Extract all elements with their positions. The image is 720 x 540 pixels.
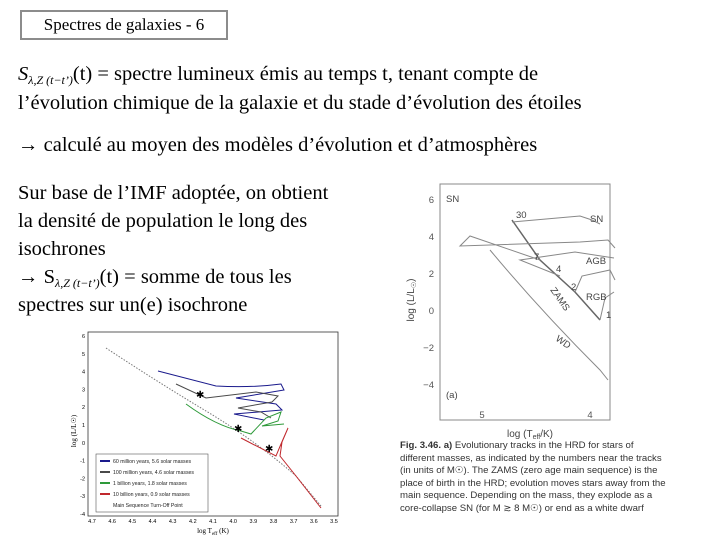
isochrone-legend (96, 454, 208, 512)
legend-entry: 60 million years, 5.6 solar masses (113, 459, 192, 465)
isochrone-x-tick: 3.7 (289, 519, 298, 525)
label-rgb: RGB (586, 292, 607, 303)
flux-subscript: λ,Z (t−t’) (28, 73, 73, 87)
isochrone-x-tick: 3.8 (269, 519, 278, 525)
isochrone-x-tick: 4.1 (209, 519, 217, 525)
flux-symbol: S (18, 63, 29, 85)
turnoff-marker-1: ✱ (196, 390, 205, 401)
isochrone-x-ticks (88, 519, 338, 525)
isochrone-y-tick: 0 (81, 440, 85, 447)
isochrone-y-tick: -2 (80, 476, 85, 483)
isochrone-x-tick: 3.9 (249, 519, 258, 525)
method-line: → calculé au moyen des modèles d’évolution et d’atmosphères (18, 134, 538, 156)
body-line-3: isochrones (18, 238, 106, 260)
isochrone-y-label: log (L/L☉) (70, 414, 78, 448)
label-mass-1: 1 (606, 310, 612, 321)
label-mass-7: 7 (534, 252, 540, 263)
hrd-y-tick: −2 (423, 343, 434, 354)
slide-title: Spectres de galaxies - 6 (20, 10, 228, 40)
isochrone-x-tick: 3.5 (330, 519, 338, 525)
isochrone-x-label: $\log T_{eff}$ (K) (197, 527, 229, 536)
definition-line-2: l’évolution chimique de la galaxie et du stade d’évolution des étoiles (18, 92, 582, 114)
label-sn-top: SN (446, 194, 460, 205)
label-mass-4: 4 (556, 264, 562, 275)
label-panel-a: (a) (446, 390, 458, 401)
isochrone-y-tick: -4 (80, 512, 85, 518)
hrd-y-tick: −4 (423, 380, 434, 391)
caption-lead: Fig. 3.46. a) (400, 440, 453, 451)
isochrone-y-tick: -3 (80, 494, 85, 501)
isochrone-y-tick: 5 (81, 351, 85, 358)
isochrone-x-tick: 4.4 (148, 519, 157, 525)
isochrone-x-tick: 4.3 (168, 519, 177, 525)
hrd-y-tick: 4 (428, 232, 434, 243)
hrd-figure (400, 180, 620, 440)
caption-text: Evolutionary tracks in the HRD for stars of different masses, as indicated by the numbers near the tracks (in units of M☉). The ZAMS (zero age main sequence) is the place of birth in the HRD; evolution moves stars away from the main sequence. Depending on the mass, they explode as a core-collapse SN (for M ≳ 8 M☉) or end as a white dwarf (400, 440, 666, 514)
turnoff-marker-2: ✱ (234, 424, 243, 435)
body-line-1: Sur base de l’IMF adoptée, on obtient (18, 182, 329, 204)
sum-subscript: λ,Z (t−t’) (55, 276, 100, 290)
isochrone-y-tick: 4 (81, 369, 85, 376)
isochrone-y-tick: 1 (81, 423, 85, 429)
sum-text: (t) = somme de tous les (99, 266, 292, 288)
isochrone-x-tick: 4.7 (88, 519, 96, 525)
hrd-caption (400, 440, 670, 515)
label-zams: ZAMS (547, 285, 572, 314)
hrd-y-ticks (423, 195, 434, 391)
hrd-x-tick: 4 (587, 410, 593, 421)
body-line-2: la densité de population le long des (18, 210, 308, 232)
legend-entry: 1 billion years, 1.8 solar masses (113, 481, 187, 487)
legend-entry: 10 billion years, 0.9 solar masses (113, 492, 190, 498)
hrd-y-tick: 0 (428, 306, 434, 317)
label-mass-2: 2 (571, 282, 577, 293)
hrd-x-tick: 5 (479, 410, 485, 421)
legend-entry: 100 million years, 4.6 solar masses (113, 470, 195, 476)
label-agb: AGB (586, 256, 607, 267)
hrd-y-label: $\log (L/L_☉)$ (406, 278, 418, 322)
isochrone-y-tick: 2 (81, 405, 85, 412)
isochrone-y-tick: 3 (81, 387, 85, 394)
isochrone-x-tick: 4.6 (108, 519, 116, 525)
turnoff-marker-3: ✱ (265, 444, 274, 455)
isochrone-x-tick: 3.6 (310, 519, 318, 525)
isochrone-x-tick: 4.5 (128, 519, 137, 525)
sum-line-2: spectres sur un(e) isochrone (18, 294, 248, 316)
isochrone-y-ticks (80, 334, 85, 518)
label-wd: WD (553, 333, 573, 352)
label-sn-mid: SN (590, 214, 604, 225)
sum-arrow-symbol: → S (18, 266, 56, 288)
isochrone-y-tick: -1 (80, 458, 85, 465)
label-mass-30: 30 (516, 210, 527, 221)
isochrone-y-tick: 6 (81, 334, 85, 340)
legend-entry: Main Sequence Turn-Off Point (113, 503, 183, 509)
hrd-x-label: $\log (T_{eff}/K)$ (507, 429, 553, 440)
isochrone-x-tick: 4.2 (189, 519, 197, 525)
hrd-y-tick: 6 (428, 195, 434, 206)
hrd-y-tick: 2 (428, 269, 434, 280)
isochrone-x-tick: 4.0 (229, 519, 237, 525)
definition-text: (t) = spectre lumineux émis au temps t, tenant compte de (72, 63, 539, 85)
isochrone-figure (66, 326, 356, 536)
